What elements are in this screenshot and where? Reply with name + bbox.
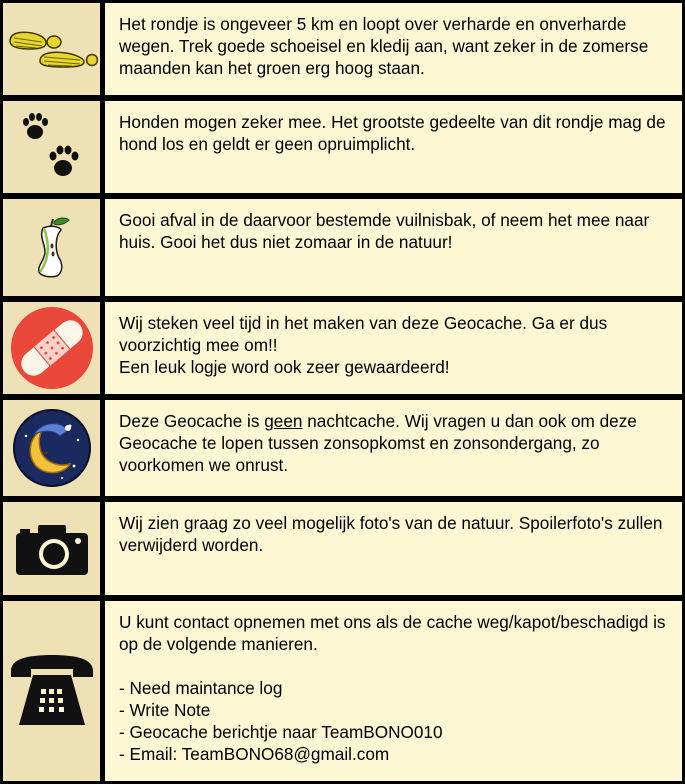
- rule-row-contact: [0, 598, 685, 784]
- paw-prints-icon: [17, 112, 87, 182]
- rule-text: Het rondje is ongeveer 5 km en loopt over verharde en onverharde wegen. Trek goede schoeisel en kledij aan, want zeker in de zomerse maanden kan het groen erg hoog staan.: [119, 14, 649, 78]
- rule-text-cell: [102, 196, 685, 299]
- rule-text: Gooi afval in de daarvoor bestemde vuilnisbak, of neem het mee naar huis. Gooi het dus niet zomaar in de natuur!: [119, 210, 650, 252]
- camera-icon: [14, 521, 90, 577]
- telephone-icon: [7, 651, 97, 731]
- apple-core-icon: [27, 216, 77, 280]
- rule-row-walking: [0, 0, 685, 98]
- icon-cell: [0, 0, 102, 98]
- contact-list-item: - Need maintance log: [119, 678, 283, 698]
- rule-text-prefix: Deze Geocache is: [119, 411, 265, 431]
- rule-text-emphasis: geen: [264, 411, 303, 431]
- rule-row-careful: [0, 299, 685, 397]
- rule-text-suffix: nachtcache. Wij vragen u dan ook om deze Geocache te lopen tussen zonsopkomst en zonsondergang, zo voorkomen we onrust.: [119, 411, 637, 475]
- rule-row-waste: [0, 196, 685, 299]
- rule-text-cell: [102, 98, 685, 196]
- rule-text: U kunt contact opnemen met ons als de cache weg/kapot/beschadigd is op de volgende manieren.: [119, 612, 666, 654]
- rule-row-night: [0, 397, 685, 499]
- rule-row-photos: [0, 499, 685, 598]
- contact-list-item: - Geocache berichtje naar TeamBONO010: [119, 722, 443, 742]
- rule-text: Honden mogen zeker mee. Het grootste gedeelte van dit rondje mag de hond los en geldt er geen opruimplicht.: [119, 112, 666, 154]
- rule-text-cell: [102, 299, 685, 397]
- icon-cell: [0, 299, 102, 397]
- footprints-icon: [6, 29, 98, 69]
- contact-list-item: - Write Note: [119, 700, 211, 720]
- icon-cell: [0, 598, 102, 784]
- rule-text: Wij zien graag zo veel mogelijk foto's van de natuur. Spoilerfoto's zullen verwijderd worden.: [119, 513, 663, 555]
- rule-text: Een leuk logje word ook zeer gewaardeerd!: [119, 357, 450, 377]
- rule-text: Wij steken veel tijd in het maken van deze Geocache. Ga er dus voorzichtig mee om!!: [119, 313, 608, 355]
- bandage-icon: [9, 305, 95, 391]
- rule-text-cell: [102, 0, 685, 98]
- rule-row-dogs: [0, 98, 685, 196]
- rule-text-cell: [102, 397, 685, 499]
- icon-cell: [0, 397, 102, 499]
- icon-cell: [0, 499, 102, 598]
- moon-night-icon: [12, 408, 92, 488]
- rule-text: [119, 410, 670, 476]
- icon-cell: [0, 196, 102, 299]
- contact-list-item: - Email: TeamBONO68@gmail.com: [119, 744, 390, 764]
- spacer: [119, 655, 670, 677]
- rule-text-cell: [102, 499, 685, 598]
- rule-text-cell: [102, 598, 685, 784]
- icon-cell: [0, 98, 102, 196]
